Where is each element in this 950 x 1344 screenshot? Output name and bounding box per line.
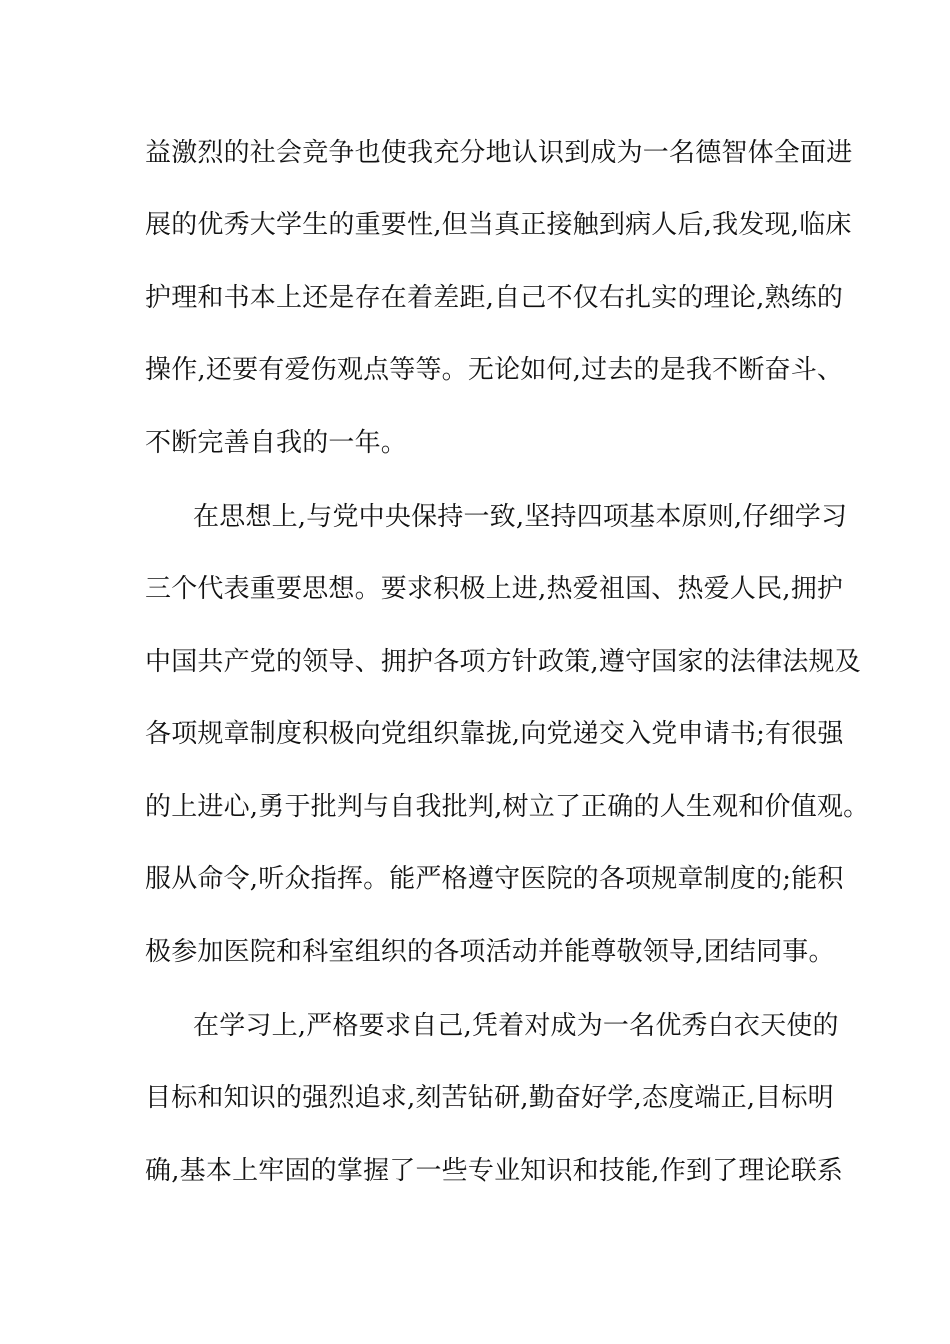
text-line: 的上进心,勇于批判与自我批判,树立了正确的人生观和价值观。 — [145, 792, 870, 822]
text-line: 各项规章制度积极向党组织靠拢,向党递交入党申请书;有很强 — [145, 719, 844, 749]
text-line: 服从命令,听众指挥。能严格遵守医院的各项规章制度的;能积 — [145, 864, 844, 894]
paragraph-first-line: 在思想上,与党中央保持一致,坚持四项基本原则,仔细学习 — [193, 502, 848, 532]
text-line: 极参加医院和科室组织的各项活动并能尊敬领导,团结同事。 — [145, 937, 835, 967]
text-line: 确,基本上牢固的掌握了一些专业知识和技能,作到了理论联系 — [145, 1156, 844, 1186]
text-line: 目标和知识的强烈追求,刻苦钻研,勤奋好学,态度端正,目标明 — [145, 1083, 834, 1113]
text-line: 益激烈的社会竞争也使我充分地认识到成为一名德智体全面进 — [145, 138, 853, 168]
paragraph-first-line: 在学习上,严格要求自己,凭着对成为一名优秀白衣天使的 — [193, 1011, 839, 1041]
text-line: 不断完善自我的一年。 — [145, 428, 408, 458]
text-line: 展的优秀大学生的重要性,但当真正接触到病人后,我发现,临床 — [145, 210, 852, 240]
text-line: 护理和书本上还是存在着差距,自己不仅右扎实的理论,熟练的 — [145, 283, 844, 313]
text-line: 三个代表重要思想。要求积极上进,热爱祖国、热爱人民,拥护 — [145, 574, 844, 604]
text-line: 中国共产党的领导、拥护各项方针政策,遵守国家的法律法规及 — [145, 647, 861, 677]
text-line: 操作,还要有爱伤观点等等。无论如何,过去的是我不断奋斗、 — [145, 355, 844, 385]
